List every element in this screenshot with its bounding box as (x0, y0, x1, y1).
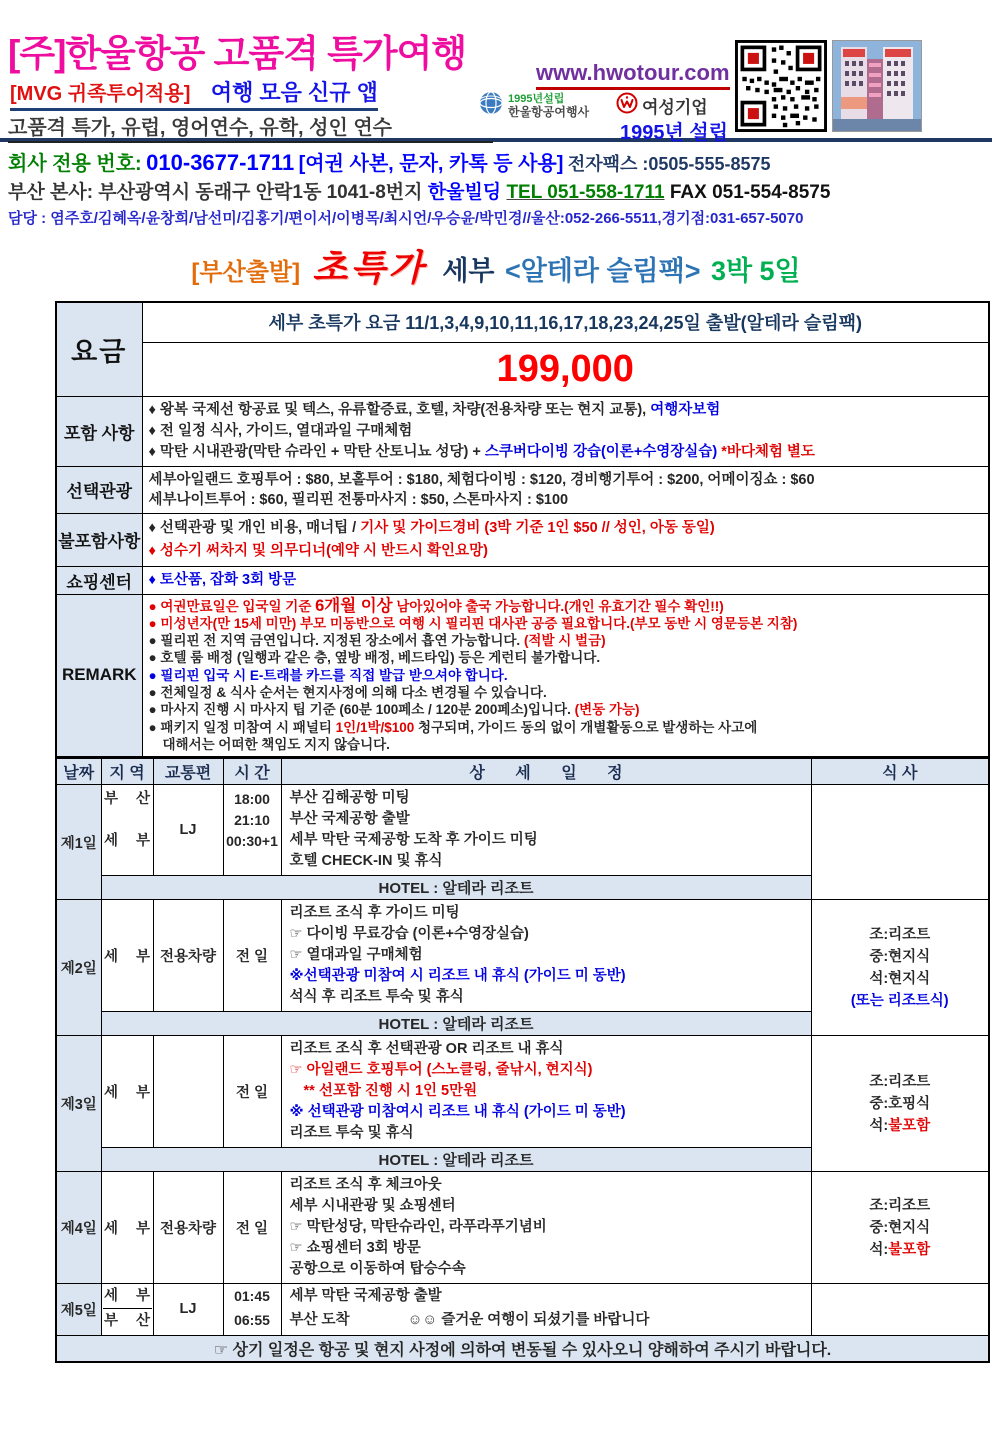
app-label: 여행 모음 신규 앱 (210, 80, 378, 105)
women-biz-icon (616, 92, 638, 119)
arrival-text: 부산 도착 (289, 1312, 350, 1329)
hq-address: 부산 본사: 부산광역시 동래구 안락1동 1041-8번지 (8, 182, 423, 203)
meal-lunch: 중:현지식 (869, 1219, 931, 1236)
shopping-label: 쇼핑센터 (56, 566, 142, 594)
time-entry: 18:00 (234, 791, 270, 808)
meal-breakfast: 조:리조트 (869, 1197, 931, 1214)
detail-line: 부산 김해공항 미팅 (289, 790, 410, 807)
est-year-label: 1995년설립 (508, 92, 565, 105)
shopping-content (142, 566, 989, 594)
efax-number: 전자팩스 :0505-555-8575 (567, 154, 771, 174)
schedule-header-row (56, 759, 989, 785)
contact-line2 (8, 177, 992, 204)
categories-label: 고품격 특가, 유럽, 영어연수, 유학, 성인 연수 (8, 111, 493, 143)
day2-label: 제2일 (56, 900, 101, 1036)
col-detail: 상 세 일 정 (281, 759, 811, 785)
title-destination: 세부 (442, 256, 495, 286)
hotel-bar: HOTEL : 알테라 리조트 (101, 1012, 811, 1036)
remark-line (149, 632, 983, 649)
time-entry: 00:30+1 (226, 833, 278, 850)
women-biz-badge (616, 92, 708, 119)
included-text: ♦ 막탄 시내관광(막탄 슈라인 + 막탄 산토니뇨 성당) + (148, 443, 485, 460)
globe-icon (478, 90, 504, 121)
included-line (149, 400, 983, 421)
qr-code (735, 40, 827, 132)
included-sea-extra: *바다체험 별도 (721, 443, 815, 460)
day3-row (56, 1036, 989, 1148)
remark-line: 대해서는 어떠한 책임도 지지 않습니다. (162, 736, 390, 752)
website-link[interactable]: www.hwotour.com (536, 60, 730, 90)
meal-lunch: 중:현지식 (869, 948, 931, 965)
day4-row (56, 1172, 989, 1284)
hotel-bar: HOTEL : 알테라 리조트 (101, 876, 811, 900)
detail-line: 리조트 투숙 및 휴식 (289, 1125, 414, 1142)
remark-line (149, 598, 983, 615)
day4-region: 세 부 (101, 1172, 153, 1284)
fax-number: FAX 051-554-8575 (669, 182, 831, 203)
optional-line: 세부아일랜드 호핑투어 : $80, 보홀투어 : $180, 체험다이빙 : $120, 경비행기투어 : $200, 어메이징쇼 : $60 (148, 471, 815, 488)
excluded-line (149, 517, 983, 540)
day1-region (101, 785, 153, 876)
staff-line: 담당 : 염주호/김혜옥/윤창희/남선미/김홍기/편이서/이병목/최시언/우승윤/박민경//울산:052-266-5511,경기점:031-657-5070 (8, 210, 804, 227)
day2-region: 세 부 (101, 900, 153, 1012)
detail-line: 세부 시내관광 및 쇼핑센터 (289, 1198, 456, 1215)
included-line: ♦ 전 일정 식사, 가이드, 열대과일 구매체험 (148, 422, 413, 439)
day4-meal (811, 1172, 989, 1284)
day5-row (56, 1284, 989, 1336)
contact-line1 (8, 147, 992, 176)
included-diving: 스쿠버다이빙 강습(이론+수영장실습) (484, 443, 722, 460)
meal-breakfast: 조:리조트 (869, 926, 931, 943)
meal-breakfast: 조:리조트 (869, 1073, 931, 1090)
day5-times (223, 1284, 281, 1336)
logo-row (478, 90, 729, 144)
phone-usage-note: [여권 사본, 문자, 카톡 등 사용] (298, 153, 564, 175)
day4-label: 제4일 (56, 1172, 101, 1284)
day4-details (281, 1172, 811, 1284)
remark-text: ● 여권만료일은 입국일 기준 (148, 598, 316, 614)
remark-line: ● 미성년자(만 15세 미만) 부모 미동반으로 여행 시 필리핀 대사관 공증 필요합니다.(부모 동반 시 영문등본 지참) (148, 615, 798, 631)
day5-label: 제5일 (56, 1284, 101, 1336)
page-header (0, 33, 992, 144)
price-header: 세부 초특가 요금 11/1,3,4,9,10,11,16,17,18,23,24,25일 출발(알테라 슬림팩) (142, 302, 989, 342)
remark-penalty: 1인/1박/$100 (335, 719, 415, 735)
remark-line (149, 701, 983, 718)
optional-line: 세부나이트투어 : $60, 필리핀 전통마사지 : $50, 스톤마사지 : $100 (148, 491, 569, 508)
detail-line: 석식 후 리조트 투숙 및 휴식 (289, 989, 464, 1006)
remark-text: 남아있어야 출국 가능합니다.(개인 유효기간 필수 확인!!) (392, 598, 724, 614)
remark-line: ● 필리핀 입국 시 E-트래블 카드를 직접 발급 받으셔야 합니다. (148, 667, 508, 683)
meal-dinner: 석:현지식 (869, 970, 931, 987)
title-nights: 3박 5일 (710, 256, 801, 286)
page-title (0, 240, 992, 291)
detail-line: 리조트 조식 후 체크아웃 (289, 1177, 442, 1194)
remark-text: 청구되며, 가이드 동의 없이 개별활동으로 발생하는 사고에 (414, 719, 758, 735)
day4-time: 전 일 (223, 1172, 281, 1284)
meal-lunch: 중:호핑식 (869, 1095, 931, 1112)
remark-content (142, 594, 989, 757)
agency-logo-text (508, 93, 589, 119)
col-meal: 식 사 (811, 759, 989, 785)
detail-line: 세부 막탄 국제공항 출발 (289, 1288, 442, 1305)
day2-meal (811, 900, 989, 1036)
day1-label: 제1일 (56, 785, 101, 900)
arrival-note: ☺☺ 즐거운 여행이 되셨기를 바랍니다 (407, 1312, 650, 1329)
meal-dinner-value: 불포함 (888, 1241, 931, 1258)
excluded-content (142, 513, 989, 566)
region-busan: 부 산 (103, 1308, 152, 1332)
region-cebu: 세 부 (103, 1288, 151, 1305)
detail-line: 공항으로 이동하여 탑승수속 (289, 1261, 466, 1278)
time-entry: 06:55 (234, 1312, 270, 1329)
day3-region: 세 부 (101, 1036, 153, 1148)
shopping-line: ♦ 토산품, 잡화 3회 방문 (148, 571, 297, 588)
remark-text: ● 마사지 진행 시 마사지 팁 기준 (60분 100페소 / 120분 200페소)입니다. (148, 702, 575, 718)
meal-dinner-label: 석: (869, 1117, 889, 1134)
time-entry: 21:10 (234, 812, 270, 829)
day1-transport: LJ (153, 785, 223, 876)
day3-transport (153, 1036, 223, 1148)
day3-details (281, 1036, 811, 1148)
remark-text: ● 패키지 일정 미참여 시 패널티 (148, 719, 336, 735)
remark-6months: 6개월 이상 (315, 596, 393, 615)
schedule-table (55, 758, 990, 1363)
title-special: 초특가 (312, 247, 426, 288)
detail-line: 부산 국제공항 출발 (289, 811, 410, 828)
women-biz-label: 여성기업 (642, 98, 708, 117)
remark-line: ● 호텔 룸 배정 (일행과 같은 층, 옆방 배정, 베드타입) 등은 게런티 불가합니다. (148, 650, 601, 666)
day3-label: 제3일 (56, 1036, 101, 1172)
day5-details (281, 1284, 811, 1336)
tel-number: TEL 051-558-1711 (506, 182, 665, 203)
title-package: <알테라 슬림팩> (504, 256, 701, 286)
info-table (55, 301, 990, 758)
optional-content (142, 466, 989, 513)
meal-dinner-value: 불포함 (888, 1117, 931, 1134)
remark-changeable: (변동 가능) (574, 702, 640, 718)
building-name: 한울빌딩 (427, 182, 502, 203)
excluded-line: ♦ 성수기 써차지 및 의무디너(예약 시 반드시 확인요망) (148, 542, 488, 559)
optional-label: 선택관광 (56, 466, 142, 513)
detail-line: ☞ 쇼핑센터 3회 방문 (289, 1240, 421, 1257)
region-busan: 부 산 (103, 791, 151, 808)
region-gap (103, 810, 152, 831)
remark-fine: (적발 시 벌금) (523, 633, 606, 649)
hotel-bar: HOTEL : 알테라 리조트 (101, 1148, 811, 1172)
day2-transport: 전용차량 (153, 900, 223, 1012)
day1-times (223, 785, 281, 876)
phone-label: 회사 전용 번호: (8, 153, 142, 175)
schedule-footer-note: ☞ 상기 일정은 항공 및 현지 사정에 의하여 변동될 수 있사오니 양해하여 주시기 바랍니다. (56, 1336, 989, 1363)
building-photo (832, 40, 922, 132)
detail-line: ☞ 막탄성당, 막탄슈라인, 라푸라푸기념비 (289, 1219, 547, 1236)
detail-line: 리조트 조식 후 선택관광 OR 리조트 내 휴식 (289, 1041, 564, 1058)
included-text: ♦ 왕복 국제선 항공료 및 텍스, 유류할증료, 호텔, 차량(전용차량 또는 현지 교통), (148, 401, 651, 418)
meal-dinner (813, 1115, 988, 1137)
day5-meal (811, 1284, 989, 1336)
region-cebu: 세 부 (103, 833, 151, 850)
detail-line: ※ 선택관광 미참여시 리조트 내 휴식 (가이드 미 동반) (289, 1104, 626, 1121)
meal-dinner (813, 1239, 988, 1261)
detail-line: ☞ 아일랜드 호핑투어 (스노클링, 줄낚시, 현지식) (289, 1062, 593, 1079)
detail-line (290, 1308, 809, 1332)
detail-line: ☞ 다이빙 무료강습 (이론+수영장실습) (289, 926, 529, 943)
remark-label: REMARK (56, 594, 142, 757)
day5-transport: LJ (153, 1284, 223, 1336)
founded-label: 1995년 설립 (620, 122, 729, 144)
schedule-footer-row (56, 1336, 989, 1363)
detail-line: ※선택관광 미참여 시 리조트 내 휴식 (가이드 미 동반) (289, 968, 626, 985)
detail-line: ** 선포함 진행 시 1인 5만원 (303, 1083, 478, 1100)
included-line (149, 442, 983, 463)
meal-dinner-label: 석: (869, 1241, 889, 1258)
day3-time: 전 일 (223, 1036, 281, 1148)
phone-number: 010-3677-1711 (146, 150, 295, 175)
agency-name: 한울항공여행사 (508, 104, 590, 119)
brand-subtitle-row (10, 76, 378, 111)
col-date: 날짜 (56, 759, 101, 785)
price-value: 199,000 (142, 342, 989, 396)
included-insurance: 여행자보험 (650, 401, 721, 418)
excluded-guide-fee: 기사 및 가이드경비 (3박 기준 1인 $50 // 성인, 아동 동일) (360, 519, 715, 536)
detail-line: 리조트 조식 후 가이드 미팅 (289, 905, 460, 922)
col-time: 시 간 (223, 759, 281, 785)
day2-details (281, 900, 811, 1012)
price-row-label: 요금 (56, 302, 142, 396)
excluded-text: ♦ 선택관광 및 개인 비용, 매너팁 / (148, 519, 361, 536)
detail-line: ☞ 열대과일 구매체험 (289, 947, 423, 964)
title-departure: [부산출발] (191, 259, 301, 286)
remark-line: ● 전체일정 & 식사 순서는 현지사정에 의해 다소 변경될 수 있습니다. (148, 684, 547, 700)
day3-meal (811, 1036, 989, 1172)
day1-details (281, 785, 811, 876)
col-transport: 교통편 (153, 759, 223, 785)
remark-text: ● 필리핀 전 지역 금연입니다. 지정된 장소에서 흡연 가능합니다. (148, 633, 524, 649)
detail-line: 호텔 CHECK-IN 및 휴식 (289, 853, 443, 870)
mvg-label: [MVG 귀족투어적용] (10, 83, 191, 105)
time-entry: 01:45 (234, 1288, 270, 1305)
day2-row (56, 900, 989, 1012)
col-region: 지 역 (101, 759, 153, 785)
remark-line (149, 719, 983, 736)
brand-title: [주]한울항공 고품격 특가여행 (8, 33, 467, 74)
main-table-area (55, 301, 990, 1363)
day2-time: 전 일 (223, 900, 281, 1012)
day1-meal (811, 785, 989, 900)
day5-region (101, 1284, 153, 1336)
day4-transport: 전용차량 (153, 1172, 223, 1284)
meal-alt: (또는 리조트식) (850, 992, 949, 1009)
detail-line: 세부 막탄 국제공항 도착 후 가이드 미팅 (289, 832, 538, 849)
included-content (142, 396, 989, 466)
excluded-label: 불포함사항 (56, 513, 142, 566)
day1-row (56, 785, 989, 876)
included-label: 포함 사항 (56, 396, 142, 466)
